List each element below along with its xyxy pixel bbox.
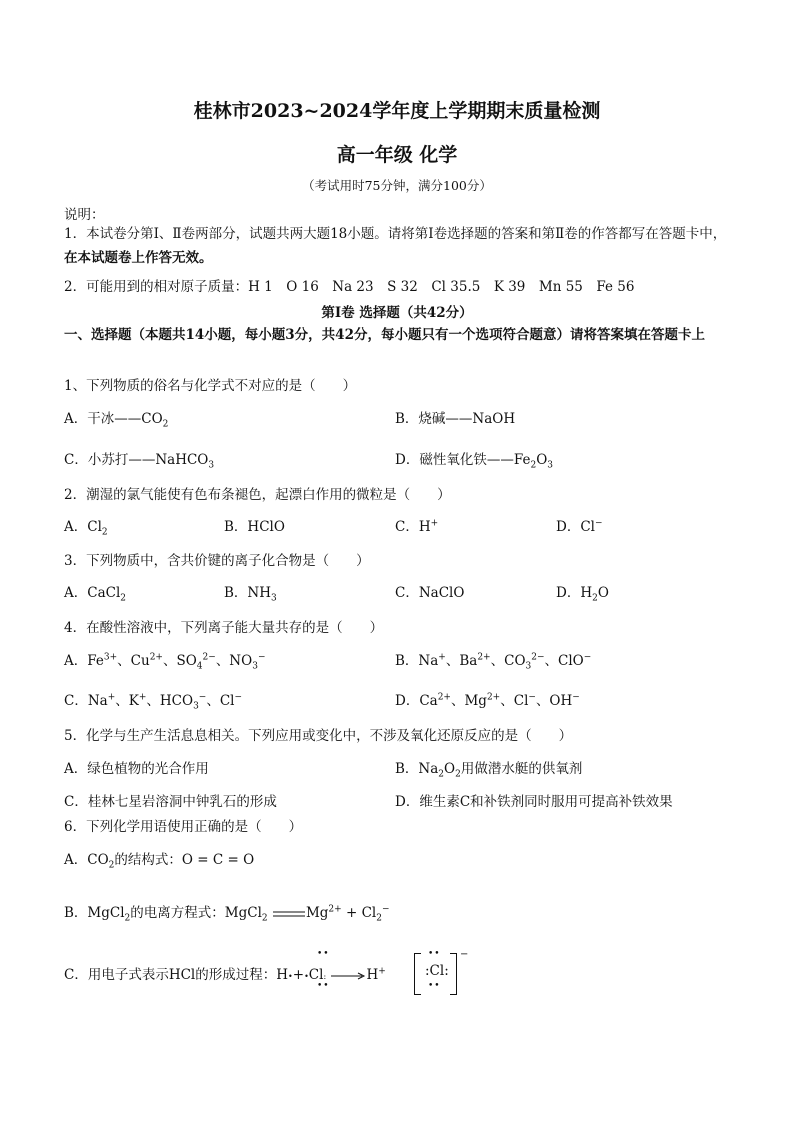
- q2-stem: 2．潮湿的氯气能使有色布条褪色，起漂白作用的微粒是（ ）: [64, 487, 451, 503]
- instruction-2: 2．可能用到的相对原子质量：H 1 O 16 Na 23 S 32 Cl 35.5 K 39 Mn 55 Fe 56: [64, 279, 635, 295]
- reaction-arrow-icon: [330, 968, 366, 984]
- q5-stem: 5．化学与生产生活息息相关。下列应用或变化中，不涉及氧化还原反应的是（ ）: [64, 728, 573, 744]
- bracket-lone-pair-top: ••: [428, 949, 441, 959]
- q4-option-d: D．$Ca^{2+}$、$Mg^{2+}$、Cl−、OH−: [395, 692, 580, 709]
- q6-option-c: C．用电子式表示HCl的形成过程：H•+•Cl: H+: [64, 966, 386, 983]
- q4-stem: 4．在酸性溶液中，下列离子能大量共存的是（ ）: [64, 620, 384, 636]
- q3-option-b-text: B．NH: [224, 585, 272, 601]
- q6-option-b-prefix: B．MgCl: [64, 905, 125, 921]
- cl-lone-pair-bottom: ••: [317, 981, 330, 991]
- section-title: 第Ⅰ卷 选择题（共42分）: [321, 305, 473, 321]
- instruction-1-text: 1．本试卷分第Ⅰ、Ⅱ卷两部分，试题共两大题18小题。请将第Ⅰ卷选择题的答案和第Ⅱ卷的作答都写在答题卡中，: [64, 226, 727, 242]
- section-heading: 一、选择题（本题共14小题，每小题3分，共42分，每小题只有一个选项符合题意）请将答案填在答题卡上: [64, 327, 705, 343]
- q1-option-c-text: C．小苏打——NaHCO: [64, 452, 209, 468]
- q6-stem: 6．下列化学用语使用正确的是（ ）: [64, 819, 303, 835]
- instructions-label: 说明：: [64, 207, 105, 223]
- q3-option-b: B．$NH_3$: [224, 585, 277, 604]
- q6-option-a-suffix: 的结构式：O = C = O: [114, 852, 255, 868]
- q5-option-b-text: 用做潜水艇的供氧剂: [460, 761, 583, 777]
- q1-option-d-text: D．磁性氧化铁——Fe: [395, 452, 531, 468]
- q2-option-a-text: A．Cl: [64, 519, 102, 535]
- q6-option-a: A．$CO_2$的结构式：O = C = O: [64, 852, 255, 871]
- q1-option-b: B．烧碱——NaOH: [395, 411, 516, 427]
- q1-option-a-text: A．干冰——CO: [64, 411, 163, 427]
- right-bracket: [450, 953, 457, 995]
- cl-lone-pair-top: ••: [317, 949, 330, 959]
- left-bracket: [414, 953, 421, 995]
- q1-option-c: C．小苏打——NaHCO$_3$: [64, 452, 215, 471]
- q2-option-d: D．Cl−: [556, 518, 603, 535]
- q1-option-d: D．磁性氧化铁$——Fe_2O_3$: [395, 452, 553, 471]
- q1-stem: 1、下列物质的俗名与化学式不对应的是（ ）: [64, 378, 357, 394]
- q2-option-b: B．HClO: [224, 519, 285, 535]
- q6-option-b: B．MgCl$_2$的电离方程式：MgCl$_2$ $Mg^{2+} + Cl_2^-$: [64, 904, 390, 924]
- q5-option-b: B．$Na_2O_2$用做潜水艇的供氧剂: [395, 761, 583, 780]
- instruction-1: [64, 222, 734, 270]
- q6-option-a-prefix: A．CO: [64, 852, 109, 868]
- bracket-charge: −: [460, 949, 469, 960]
- q3-stem: 3．下列物质中，含共价键的离子化合物是（ ）: [64, 553, 370, 569]
- q5-option-d: D．维生素C和补铁剂同时服用可提高补铁效果: [395, 794, 673, 810]
- q5-option-a: A．绿色植物的光合作用: [64, 761, 209, 777]
- bracket-lone-pair-bottom: ••: [428, 981, 441, 991]
- q3-option-c: C．NaClO: [395, 585, 465, 601]
- exam-grade-subject: 高一年级 化学: [336, 144, 458, 166]
- q2-option-a: A．$Cl_2$: [64, 519, 108, 538]
- exam-info: （考试用时75分钟，满分100分）: [302, 178, 492, 193]
- q3-option-a: A．CaCl$_2$: [64, 585, 127, 604]
- q5-option-c: C．桂林七星岩溶洞中钟乳石的形成: [64, 794, 277, 810]
- exam-title: 桂林市2023~2024学年度上学期期末质量检测: [193, 100, 601, 122]
- q2-option-c: C．H+: [395, 518, 439, 535]
- q2-option-c-text: C．H: [395, 519, 431, 535]
- q1-option-a: A．干冰$——CO_2$: [64, 411, 169, 430]
- q4-option-b: B．Na+、$Ba^{2+}$、$CO_3^{2-}$、ClO−: [395, 652, 592, 672]
- q3-option-d: D．$H_2O$: [556, 585, 609, 604]
- bracket-content: :Cl:: [425, 963, 449, 979]
- q4-option-c: C．Na+、K+、$HCO_3^-$、Cl−: [64, 692, 243, 712]
- q3-option-d-text: D．H: [556, 585, 593, 601]
- q2-option-d-text: D．Cl: [556, 519, 595, 535]
- q3-option-a-text: A．CaCl: [64, 585, 121, 601]
- q4-option-a: A．$Fe^{3+}$、$Cu^{2+}$、$SO_4^{2-}$、$NO_3^-$: [64, 652, 266, 672]
- equals-arrow-icon: [272, 906, 306, 922]
- q6-option-b-mid: 的电离方程式：MgCl: [130, 905, 262, 921]
- instruction-1-bold: 在本试题卷上作答无效。: [64, 250, 213, 266]
- q6-option-c-prefix: C．用电子式表示HCl的形成过程：: [64, 967, 277, 983]
